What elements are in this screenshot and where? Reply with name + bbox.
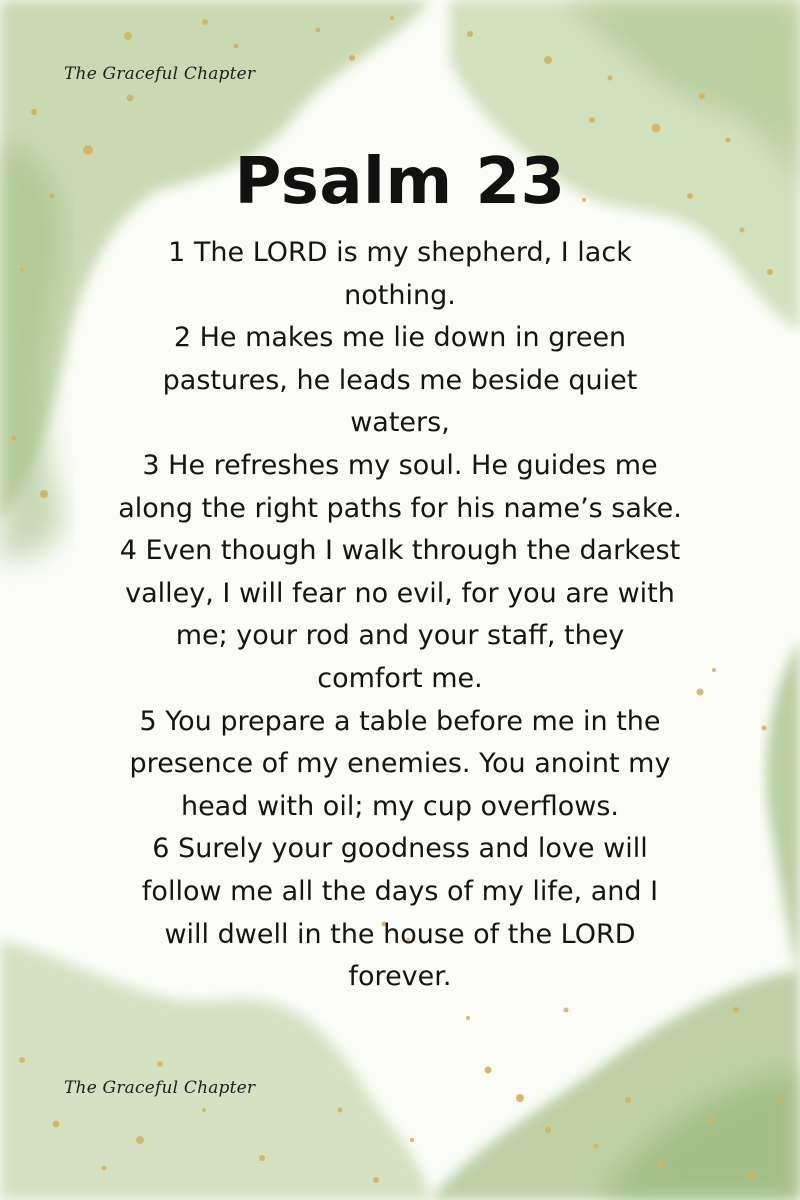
verse-line: 2 He makes me lie down in green (173, 322, 627, 354)
verse-line: nothing. (344, 279, 456, 311)
verse-line: 5 You prepare a table before me in the (139, 705, 661, 737)
verse-line: follow me all the days of my life, and I (141, 875, 659, 907)
verse-line: valley, I will fear no evil, for you are with (125, 577, 675, 609)
psalm-text (80, 232, 720, 999)
verse-line: waters, (350, 407, 450, 439)
verse-line: presence of my enemies. You anoint my (129, 748, 671, 780)
verse-line: me; your rod and your staff, they (175, 620, 625, 652)
verse-line: comfort me. (317, 662, 483, 694)
verse-line: forever. (348, 961, 452, 993)
verse-line: 1 The LORD is my shepherd, I lack (168, 237, 632, 268)
verse-line: 4 Even though I walk through the darkest (119, 535, 681, 567)
brand-watermark-bottom: The Graceful Chapter (64, 1078, 256, 1098)
verse-line: head with oil; my cup overflows. (180, 790, 620, 822)
verse-line: will dwell in the house of the LORD (164, 918, 636, 950)
brand-watermark: The Graceful Chapter (64, 64, 256, 84)
verse-line: 3 He refreshes my soul. He guides me (142, 449, 658, 481)
verse-line: pastures, he leads me beside quiet (162, 364, 638, 396)
watercolor-wash (766, 640, 800, 980)
page-title: Psalm 23 (234, 145, 566, 219)
verse-line: 6 Surely your goodness and love will (152, 833, 648, 865)
verse-line: along the right paths for his name’s sake. (118, 492, 682, 524)
